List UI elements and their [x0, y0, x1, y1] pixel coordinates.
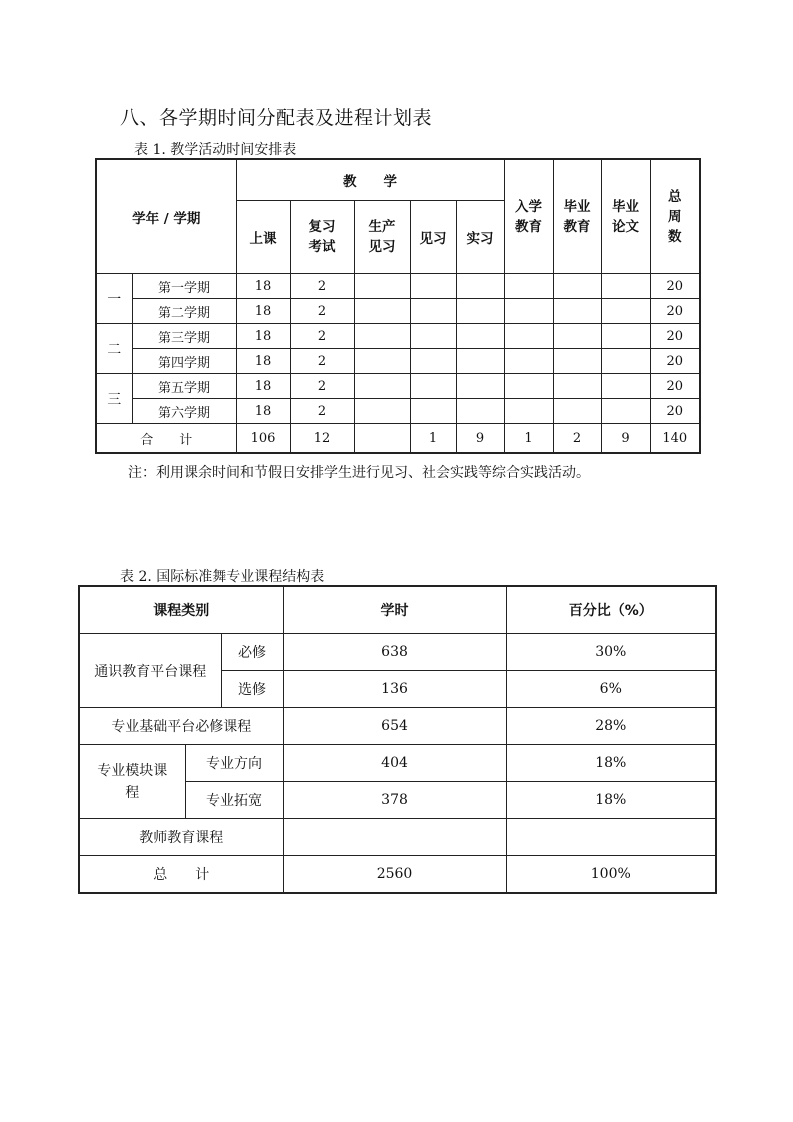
- cell: 20: [650, 299, 700, 324]
- cell: 18: [236, 374, 290, 399]
- header-teaching: 教 学: [236, 159, 504, 201]
- total-cell: 12: [290, 424, 354, 454]
- module-label-text: 专业模块课 程: [97, 762, 168, 801]
- cell: [553, 349, 601, 374]
- term-label: 第一学期: [132, 274, 236, 299]
- header-production-practice: [354, 201, 410, 274]
- table2-caption: 表 2. 国际标准舞专业课程结构表: [120, 569, 325, 585]
- cell: 2: [290, 299, 354, 324]
- header-total-weeks: [650, 159, 700, 274]
- cell: [410, 349, 456, 374]
- cell: 20: [650, 274, 700, 299]
- total-cell: 9: [601, 424, 650, 454]
- cell: [504, 374, 553, 399]
- cell: [553, 274, 601, 299]
- cell: [504, 299, 553, 324]
- cell: [410, 374, 456, 399]
- cell: [504, 399, 553, 424]
- term-label: 第四学期: [132, 349, 236, 374]
- cell: 20: [650, 399, 700, 424]
- cell: 18: [236, 349, 290, 374]
- extension-label: 专业拓宽: [185, 782, 283, 819]
- cell: [601, 274, 650, 299]
- total-cell: 9: [456, 424, 504, 454]
- required-label: 必修: [221, 634, 283, 671]
- cell: [410, 399, 456, 424]
- cell: [456, 324, 504, 349]
- cell: [553, 374, 601, 399]
- cell: 18: [236, 274, 290, 299]
- cell: [504, 324, 553, 349]
- total-label: 总 计: [79, 856, 283, 894]
- cell: [504, 349, 553, 374]
- header-entrance-education: [504, 159, 553, 274]
- cell: [553, 299, 601, 324]
- year-label: 二: [96, 324, 132, 374]
- cell: [601, 349, 650, 374]
- total-pct: 100%: [506, 856, 716, 894]
- total-cell: 106: [236, 424, 290, 454]
- cell: [354, 299, 410, 324]
- cell: 2: [290, 324, 354, 349]
- direction-label: 专业方向: [185, 745, 283, 782]
- cell: [456, 299, 504, 324]
- cell: [354, 324, 410, 349]
- header-graduation-thesis-text: 毕业 论文: [612, 198, 639, 235]
- table1-caption: 表 1. 教学活动时间安排表: [134, 142, 297, 158]
- total-label: 合 计: [96, 424, 236, 454]
- total-hours: 2560: [283, 856, 506, 894]
- section-title: 八、各学期时间分配表及进程计划表: [120, 107, 433, 129]
- header-production-practice-text: 生产 见习: [368, 219, 396, 255]
- header-hours: 学时: [283, 586, 506, 634]
- header-class: 上课: [236, 201, 290, 274]
- professional-base-hours: 654: [283, 708, 506, 745]
- course-structure-table: [78, 585, 717, 894]
- cell: 2: [290, 274, 354, 299]
- module-label: [79, 745, 185, 819]
- direction-pct: 18%: [506, 745, 716, 782]
- cell: [410, 299, 456, 324]
- teaching-schedule-table: [95, 158, 701, 454]
- cell: [354, 399, 410, 424]
- cell: [410, 324, 456, 349]
- teacher-education-hours: [283, 819, 506, 856]
- general-elective-hours: 136: [283, 671, 506, 708]
- term-label: 第六学期: [132, 399, 236, 424]
- cell: [456, 274, 504, 299]
- total-cell: [354, 424, 410, 454]
- header-graduation-thesis: [601, 159, 650, 274]
- header-percentage: 百分比（%）: [506, 586, 716, 634]
- cell: [456, 399, 504, 424]
- cell: [601, 299, 650, 324]
- total-cell: 1: [504, 424, 553, 454]
- cell: 20: [650, 374, 700, 399]
- header-internship: 实习: [456, 201, 504, 274]
- cell: 2: [290, 374, 354, 399]
- cell: 2: [290, 349, 354, 374]
- total-cell: 140: [650, 424, 700, 454]
- year-label: 三: [96, 374, 132, 424]
- cell: [410, 274, 456, 299]
- cell: [456, 349, 504, 374]
- cell: [601, 324, 650, 349]
- cell: [601, 399, 650, 424]
- header-graduation-education-text: 毕业 教育: [563, 198, 591, 235]
- teacher-education-label: 教师教育课程: [79, 819, 283, 856]
- cell: [354, 349, 410, 374]
- header-review-exam-text: 复习 考试: [308, 219, 336, 255]
- general-required-pct: 30%: [506, 634, 716, 671]
- header-graduation-education: [553, 159, 601, 274]
- header-year-term: 学年 / 学期: [96, 159, 236, 274]
- cell: 18: [236, 324, 290, 349]
- cell: [354, 374, 410, 399]
- cell: 18: [236, 299, 290, 324]
- elective-label: 选修: [221, 671, 283, 708]
- header-course-category: 课程类别: [79, 586, 283, 634]
- teacher-education-pct: [506, 819, 716, 856]
- term-label: 第五学期: [132, 374, 236, 399]
- header-review-exam: [290, 201, 354, 274]
- cell: 2: [290, 399, 354, 424]
- year-label: 一: [96, 274, 132, 324]
- total-cell: 1: [410, 424, 456, 454]
- term-label: 第二学期: [132, 299, 236, 324]
- total-cell: 2: [553, 424, 601, 454]
- professional-base-label: 专业基础平台必修课程: [79, 708, 283, 745]
- table1-note: 注：利用课余时间和节假日安排学生进行见习、社会实践等综合实践活动。: [128, 465, 590, 481]
- header-entrance-education-text: 入学 教育: [515, 198, 542, 235]
- direction-hours: 404: [283, 745, 506, 782]
- general-platform-label: 通识教育平台课程: [79, 634, 221, 708]
- cell: [354, 274, 410, 299]
- professional-base-pct: 28%: [506, 708, 716, 745]
- cell: [504, 274, 553, 299]
- header-total-weeks-text: 总 周 数: [668, 188, 682, 245]
- term-label: 第三学期: [132, 324, 236, 349]
- cell: 20: [650, 349, 700, 374]
- cell: 20: [650, 324, 700, 349]
- cell: [553, 399, 601, 424]
- general-elective-pct: 6%: [506, 671, 716, 708]
- cell: [456, 374, 504, 399]
- cell: [553, 324, 601, 349]
- extension-pct: 18%: [506, 782, 716, 819]
- cell: [601, 374, 650, 399]
- cell: 18: [236, 399, 290, 424]
- header-observation: 见习: [410, 201, 456, 274]
- general-required-hours: 638: [283, 634, 506, 671]
- extension-hours: 378: [283, 782, 506, 819]
